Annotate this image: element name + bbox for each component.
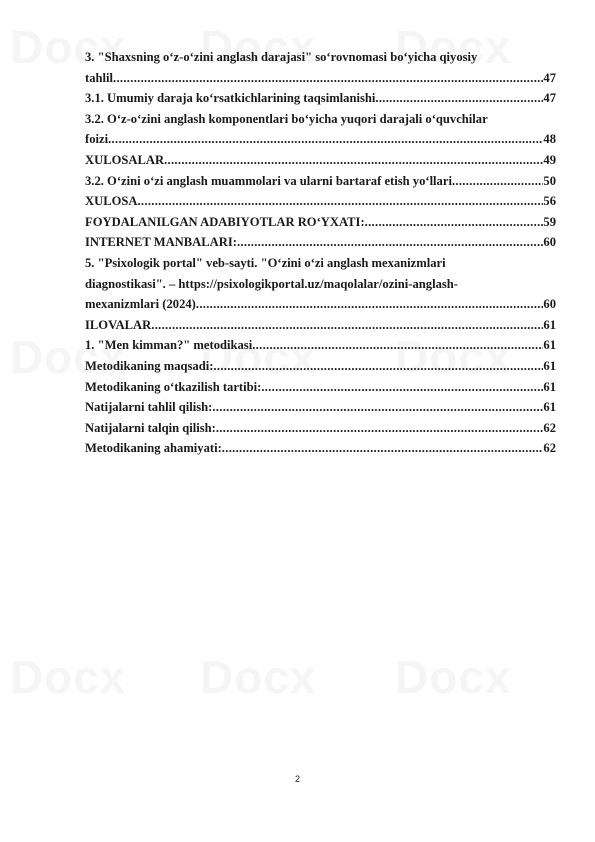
toc-entry-leader-line [85,153,556,174]
toc-entry-leader-line [85,318,556,339]
toc-page-number: 59 [543,214,556,229]
toc-page-number: 61 [543,400,556,415]
toc-entry-title: Metodikaning ahamiyati: [85,441,222,456]
toc-entry[interactable] [85,174,556,195]
dot-leader [196,297,544,312]
page-number: 2 [294,774,300,784]
toc-page-number: 61 [543,379,556,394]
toc-entry-text-line [85,112,556,133]
toc-page-number: 50 [543,173,556,188]
dot-leader [237,235,543,250]
dot-leader [213,359,543,374]
toc-entry-leader-line [85,235,556,256]
toc-page-number: 61 [543,358,556,373]
toc-entry-title: tahlil [85,70,113,85]
dot-leader [222,441,544,456]
dot-leader [164,153,543,168]
toc-entry-leader-line [85,400,556,421]
toc-entry-title: XULOSALAR [85,152,165,167]
toc-entry[interactable] [85,91,556,112]
toc-entry-leader-line [85,71,556,92]
dot-leader [375,91,543,106]
toc-entry-title: FOYDALANILGAN ADABIYOTLAR RO‘YXATI: [85,214,365,229]
dot-leader [113,71,543,86]
toc-entry-leader-line [85,359,556,380]
toc-entry[interactable] [85,153,556,174]
dot-leader [252,338,543,353]
toc-entry-leader-line [85,91,556,112]
toc-entry-title: Natijalarni talqin qilish: [85,420,216,435]
toc-entry-title: INTERNET MANBALARI: [85,235,237,250]
toc-entry[interactable] [85,359,556,380]
toc-entry-title: foizi [85,132,109,147]
toc-entry-title: 5. "Psixologik portal" veb-sayti. "O‘zini o‘zi anglash mexanizmlari [85,255,446,270]
toc-entry-leader-line [85,297,556,318]
dot-leader [365,215,544,230]
dot-leader [137,194,543,209]
dot-leader [212,400,543,415]
toc-entry[interactable] [85,235,556,256]
toc-entry[interactable] [85,318,556,339]
toc-entry-title: 3. "Shaxsning o‘z-o‘zini anglash darajasi" so‘rovnomasi bo‘yicha qiyosiy [85,50,478,64]
toc-entry[interactable] [85,441,556,462]
toc-entry[interactable] [85,215,556,236]
toc-entry-leader-line [85,421,556,442]
toc-entry[interactable] [85,421,556,442]
watermark-logo [10,650,126,704]
toc-page-number: 60 [543,235,556,250]
toc-entry-text-line [85,50,556,71]
toc-entry[interactable] [85,400,556,421]
toc-entry[interactable] [85,194,556,215]
toc-entry-title: 3.2. O‘zini o‘zi anglash muammolari va ularni bartaraf etish yo‘llari [85,173,452,188]
watermark-logo [200,650,316,704]
table-of-contents [85,50,556,462]
toc-entry[interactable] [85,50,556,91]
toc-page-number: 56 [543,194,556,209]
toc-page-number: 47 [543,91,556,106]
toc-page-number: 62 [543,441,556,456]
toc-entry-title: XULOSA [85,194,138,209]
toc-entry[interactable] [85,256,556,318]
toc-entry-title: ILOVALAR [85,317,152,332]
toc-entry-title: 1. "Men kimman?" metodikasi [85,338,253,353]
toc-entry[interactable] [85,380,556,401]
toc-entry-leader-line [85,441,556,462]
toc-page-number: 61 [543,317,556,332]
toc-entry-title: Metodikaning o‘tkazilish tartibi: [85,379,262,394]
toc-entry-leader-line [85,380,556,401]
toc-entry-leader-line [85,132,556,153]
toc-page-number: 60 [543,297,556,312]
toc-entry-title: Natijalarni tahlil qilish: [85,400,213,415]
dot-leader [261,380,543,395]
toc-page-number: 62 [543,420,556,435]
dot-leader [151,318,543,333]
toc-entry-text-line [85,277,556,298]
toc-entry-leader-line [85,215,556,236]
toc-entry-leader-line [85,174,556,195]
toc-entry[interactable] [85,338,556,359]
toc-entry-title: 3.1. Umumiy daraja ko‘rsatkichlarining taqsimlanishi [85,91,376,106]
watermark-logo [395,650,511,704]
toc-entry-leader-line [85,338,556,359]
toc-entry[interactable] [85,112,556,153]
toc-entry-title: 3.2. O‘z-o‘zini anglash komponentlari bo‘yicha yuqori darajali o‘quvchilar [85,111,488,126]
toc-entry-title: diagnostikasi". – https://psixologikportal.uz/maqolalar/ozini-anglash- [85,276,458,291]
dot-leader [452,174,543,189]
toc-page-number: 61 [543,338,556,353]
dot-leader [216,421,544,436]
toc-entry-leader-line [85,194,556,215]
toc-entry-text-line [85,256,556,277]
toc-page-number: 47 [543,70,556,85]
toc-page-number: 48 [543,132,556,147]
toc-entry-title: mexanizmlari (2024) [85,297,196,312]
dot-leader [108,132,543,147]
toc-entry-title: Metodikaning maqsadi: [85,358,214,373]
toc-page-number: 49 [543,152,556,167]
